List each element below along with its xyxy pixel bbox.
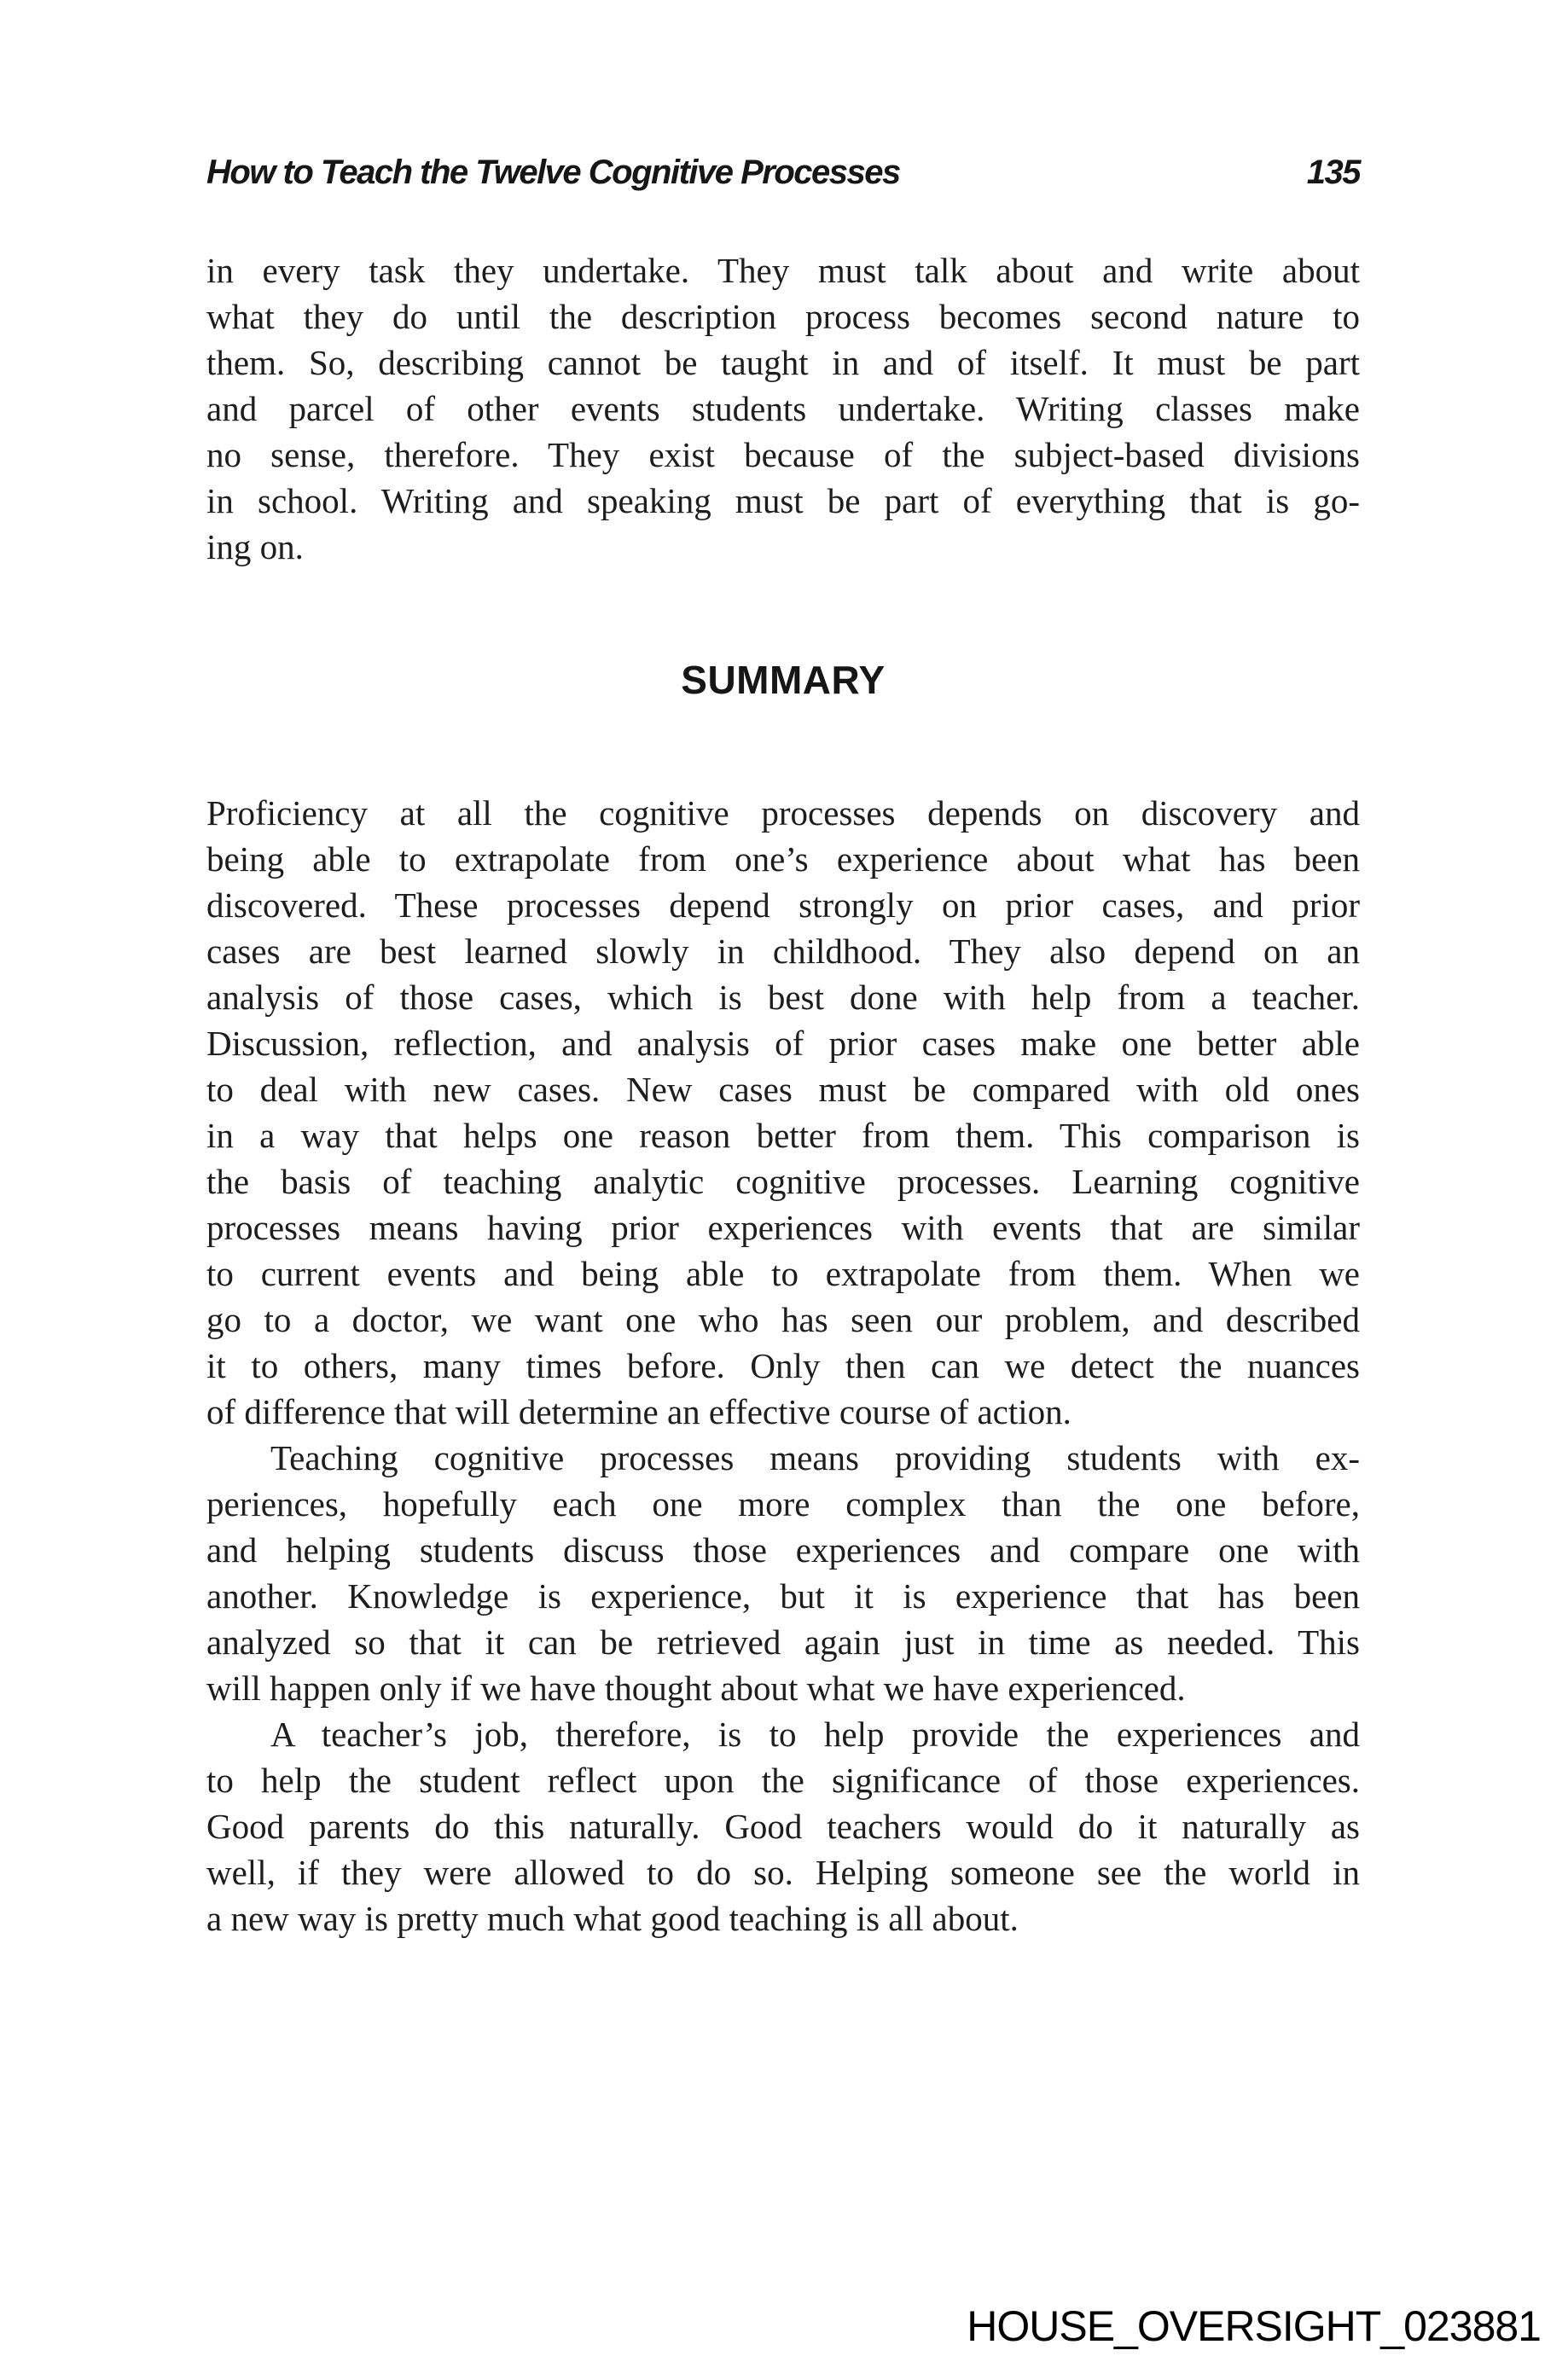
text-line: go to a doctor, we want one who has seen our problem, and described [206,1300,1360,1339]
text-line: what they do until the description process becomes second nature to [206,297,1360,336]
text-line: being able to extrapolate from one’s experience about what has been [206,839,1360,879]
text-line: the basis of teaching analytic cognitive processes. Learning cognitive [206,1162,1360,1201]
text-line: to deal with new cases. New cases must be compared with old ones [206,1070,1360,1109]
text-line: them. So, describing cannot be taught in and of itself. It must be part [206,343,1360,382]
paragraph-intro [206,247,1360,570]
text-line: will happen only if we have thought about what we have experienced. [206,1668,1186,1708]
text-line: Discussion, reflection, and analysis of prior cases make one better able [206,1024,1360,1063]
text-line: and helping students discuss those experiences and compare one with [206,1530,1360,1570]
text-line: analyzed so that it can be retrieved again just in time as needed. This [206,1622,1360,1662]
text-line: periences, hopefully each one more complex than the one before, [206,1484,1360,1523]
page-number: 135 [1306,154,1360,191]
section-heading-summary: SUMMARY [681,658,886,702]
text-line: it to others, many times before. Only then can we detect the nuances [206,1346,1360,1385]
text-line: well, if they were allowed to do so. Helping someone see the world in [206,1853,1360,1892]
running-header-title: How to Teach the Twelve Cognitive Processes [206,154,900,191]
paragraph-summary-3 [206,1711,1360,1941]
text-line: Proficiency at all the cognitive processes depends on discovery and [206,793,1360,833]
paragraph-summary-1 [206,790,1360,1435]
text-line: and parcel of other events students undertake. Writing classes make [206,389,1360,428]
text-line: A teacher’s job, therefore, is to help provide the experiences and [270,1715,1360,1754]
text-line: processes means having prior experiences with events that are similar [206,1208,1360,1247]
text-line: Teaching cognitive processes means providing students with ex- [270,1438,1360,1477]
text-line: in a way that helps one reason better from them. This comparison is [206,1116,1360,1155]
text-line: ing on. [206,527,304,566]
text-line: a new way is pretty much what good teaching is all about. [206,1899,1019,1938]
text-line: discovered. These processes depend strongly on prior cases, and prior [206,885,1360,925]
text-line: analysis of those cases, which is best done with help from a teacher. [206,978,1360,1017]
text-line: to help the student reflect upon the significance of those experiences. [206,1761,1360,1800]
text-line: in every task they undertake. They must talk about and write about [206,251,1360,290]
paragraph-summary-2 [206,1435,1360,1711]
text-line: another. Knowledge is experience, but it is experience that has been [206,1576,1360,1616]
text-line: no sense, therefore. They exist because of the subject-based divisions [206,435,1360,474]
text-line: of difference that will determine an effective course of action. [206,1392,1071,1431]
text-line: to current events and being able to extrapolate from them. When we [206,1254,1360,1293]
running-header [206,154,1360,192]
text-line: in school. Writing and speaking must be part of everything that is go- [206,481,1360,520]
bates-number: HOUSE_OVERSIGHT_023881 [967,2302,1541,2350]
text-line: Good parents do this naturally. Good teachers would do it naturally as [206,1807,1360,1846]
text-line: cases are best learned slowly in childhood. They also depend on an [206,931,1360,971]
